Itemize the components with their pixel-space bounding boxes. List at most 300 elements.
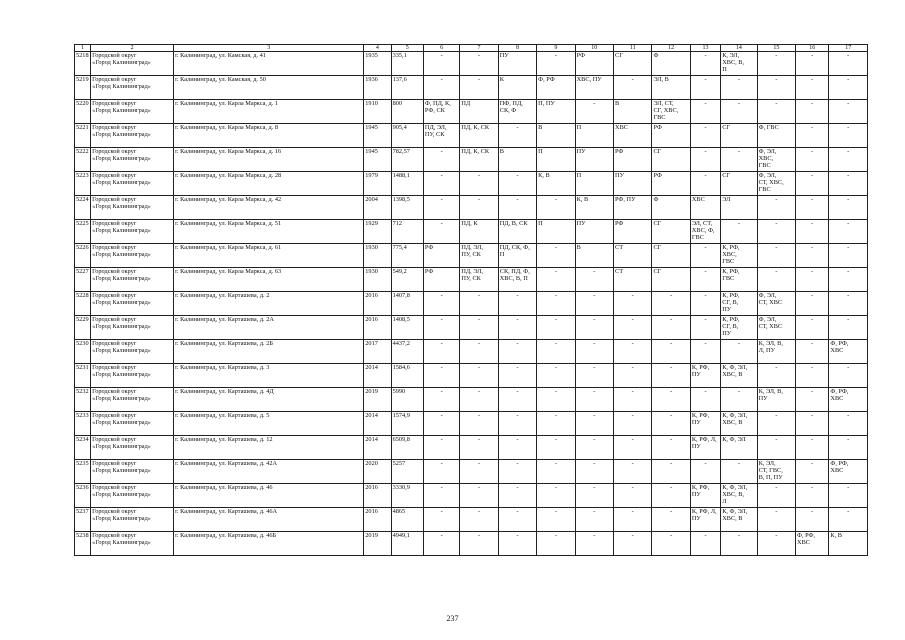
table-cell-col-2: Городской округ «Город Калининград» (91, 76, 174, 100)
table-cell-col-5: 549,2 (391, 268, 423, 292)
table-cell-col-15: Ф, ЭЛ, СТ, ХВС (757, 292, 795, 316)
table-cell-col-9: - (537, 268, 575, 292)
table-row (75, 148, 868, 172)
table-cell-col-8: К (498, 76, 536, 100)
table-cell-col-15: - (757, 508, 795, 532)
table-cell-col-1: 5234 (75, 436, 91, 460)
table-cell-col-4: 2017 (364, 340, 391, 364)
table-cell-col-12: - (652, 388, 690, 412)
table-cell-col-15: Ф, ЭЛ, ХВС, ГВС (757, 148, 795, 172)
table-cell-col-13: - (690, 124, 720, 148)
table-cell-col-5: 335,1 (391, 52, 423, 76)
table-cell-col-1: 5227 (75, 268, 91, 292)
table-cell-col-9: В (537, 124, 575, 148)
table-row (75, 220, 868, 244)
table-cell-col-6: - (423, 484, 459, 508)
table-cell-col-12: Ф (652, 196, 690, 220)
table-cell-col-8: В (498, 148, 536, 172)
table-cell-col-15: - (757, 244, 795, 268)
table-row (75, 532, 868, 556)
table-cell-col-8: - (498, 388, 536, 412)
table-cell-col-4: 1979 (364, 172, 391, 196)
table-cell-col-4: 2016 (364, 484, 391, 508)
table-cell-col-7: - (460, 364, 498, 388)
table-cell-col-17: - (829, 412, 868, 436)
table-cell-col-1: 5229 (75, 316, 91, 340)
table-cell-col-11: - (614, 532, 652, 556)
table-cell-col-16: - (796, 220, 829, 244)
table-cell-col-7: ПД (460, 100, 498, 124)
table-cell-col-4: 1930 (364, 244, 391, 268)
table-cell-col-2: Городской округ «Город Калининград» (91, 172, 174, 196)
table-cell-col-13: - (690, 100, 720, 124)
table-row (75, 316, 868, 340)
table-cell-col-15: Ф, ГВС (757, 124, 795, 148)
table-cell-col-8: ПД, СК, Ф, П (498, 244, 536, 268)
table-cell-col-16: - (796, 124, 829, 148)
table-cell-col-5: 775,4 (391, 244, 423, 268)
table-cell-col-10: П (575, 172, 613, 196)
column-number-row (75, 45, 868, 52)
table-cell-col-7: - (460, 388, 498, 412)
table-cell-col-3: г. Калининград, ул. Карташева, д. 12 (174, 436, 364, 460)
table-cell-col-10: - (575, 412, 613, 436)
table-cell-col-1: 5228 (75, 292, 91, 316)
table-cell-col-9: - (537, 436, 575, 460)
table-cell-col-4: 2016 (364, 508, 391, 532)
table-cell-col-16: - (796, 460, 829, 484)
table-cell-col-9: - (537, 316, 575, 340)
table-cell-col-5: 3330,9 (391, 484, 423, 508)
table-cell-col-13: К, РФ, ПУ (690, 364, 720, 388)
table-cell-col-11: - (614, 76, 652, 100)
table-cell-col-8: - (498, 196, 536, 220)
table-cell-col-17: Ф, РФ, ХВС (829, 460, 868, 484)
table-cell-col-5: 782,57 (391, 148, 423, 172)
table-cell-col-3: г. Калининград, ул. Карташева, д. 46А (174, 508, 364, 532)
table-cell-col-10: К, В (575, 196, 613, 220)
table-cell-col-17: - (829, 220, 868, 244)
table-cell-col-15: - (757, 436, 795, 460)
table-cell-col-10: - (575, 364, 613, 388)
table-cell-col-1: 5225 (75, 220, 91, 244)
table-cell-col-13: - (690, 388, 720, 412)
table-cell-col-12: СГ (652, 148, 690, 172)
table-cell-col-3: г. Калининград, ул. Карла Маркса, д. 42 (174, 196, 364, 220)
table-cell-col-12: СГ (652, 268, 690, 292)
table-cell-col-6: - (423, 412, 459, 436)
table-cell-col-10: - (575, 388, 613, 412)
table-cell-col-13: - (690, 148, 720, 172)
table-cell-col-6: - (423, 508, 459, 532)
table-cell-col-12: РФ (652, 172, 690, 196)
table-cell-col-14: СГ (721, 124, 757, 148)
table-cell-col-10: ПУ (575, 220, 613, 244)
table-cell-col-17: - (829, 484, 868, 508)
table-cell-col-7: - (460, 292, 498, 316)
table-cell-col-14: К, РФ, СГ, В, ПУ (721, 316, 757, 340)
table-cell-col-3: г. Калининград, ул. Карташева, д. 2 (174, 292, 364, 316)
table-cell-col-2: Городской округ «Город Калининград» (91, 364, 174, 388)
table-cell-col-7: - (460, 76, 498, 100)
table-cell-col-17: - (829, 124, 868, 148)
table-cell-col-1: 5238 (75, 532, 91, 556)
table-cell-col-5: 905,4 (391, 124, 423, 148)
table-cell-col-8: - (498, 532, 536, 556)
table-cell-col-2: Городской округ «Город Калининград» (91, 412, 174, 436)
table-cell-col-4: 1945 (364, 148, 391, 172)
table-cell-col-9: - (537, 388, 575, 412)
table-cell-col-8: ПД, В, СК (498, 220, 536, 244)
table-row (75, 196, 868, 220)
table-cell-col-11: РФ (614, 220, 652, 244)
table-cell-col-17: - (829, 76, 868, 100)
table-cell-col-13: К, РФ, ПУ (690, 412, 720, 436)
table-cell-col-14: - (721, 532, 757, 556)
table-cell-col-9: - (537, 244, 575, 268)
table-cell-col-2: Городской округ «Город Калининград» (91, 292, 174, 316)
table-cell-col-3: г. Калининград, ул. Карташева, д. 4Д (174, 388, 364, 412)
table-cell-col-15: - (757, 268, 795, 292)
table-cell-col-16: - (796, 148, 829, 172)
table-cell-col-3: г. Калининград, ул. Карла Маркса, д. 8 (174, 124, 364, 148)
table-cell-col-14: К, Ф, ЭЛ, ХВС, В (721, 508, 757, 532)
table-cell-col-4: 2019 (364, 388, 391, 412)
table-cell-col-4: 2016 (364, 292, 391, 316)
table-cell-col-7: - (460, 412, 498, 436)
table-cell-col-1: 5218 (75, 52, 91, 76)
table-cell-col-5: 6509,8 (391, 436, 423, 460)
table-cell-col-5: 1574,9 (391, 412, 423, 436)
column-number-4: 4 (364, 45, 391, 52)
table-cell-col-13: - (690, 268, 720, 292)
table-cell-col-6: РФ (423, 268, 459, 292)
table-cell-col-9: - (537, 484, 575, 508)
table-cell-col-5: 1398,5 (391, 196, 423, 220)
column-number-7: 7 (460, 45, 498, 52)
table-cell-col-17: - (829, 508, 868, 532)
table-cell-col-15: К, ЭЛ, В, ПУ (757, 388, 795, 412)
table-cell-col-4: 1929 (364, 220, 391, 244)
table-cell-col-14: - (721, 340, 757, 364)
table-cell-col-15: - (757, 52, 795, 76)
table-cell-col-8: - (498, 340, 536, 364)
table-cell-col-7: ПД, К, СК (460, 124, 498, 148)
column-number-17: 17 (829, 45, 868, 52)
table-cell-col-6: - (423, 364, 459, 388)
table-cell-col-8: - (498, 484, 536, 508)
table-cell-col-10: ХВС, ПУ (575, 76, 613, 100)
table-cell-col-14: К, РФ, СГ, В, ПУ (721, 292, 757, 316)
column-number-8: 8 (498, 45, 536, 52)
table-cell-col-9: - (537, 52, 575, 76)
table-row (75, 100, 868, 124)
table-cell-col-6: - (423, 76, 459, 100)
table-cell-col-15: - (757, 100, 795, 124)
table-cell-col-14: - (721, 100, 757, 124)
table-cell-col-12: - (652, 316, 690, 340)
table-cell-col-13: - (690, 52, 720, 76)
table-cell-col-14: К, Ф, ЭЛ, ХВС, В (721, 412, 757, 436)
table-cell-col-15: Ф, ЭЛ, СТ, ХВС (757, 316, 795, 340)
table-cell-col-6: - (423, 196, 459, 220)
table-cell-col-10: - (575, 532, 613, 556)
table-cell-col-3: г. Калининград, ул. Карла Маркса, д. 63 (174, 268, 364, 292)
table-cell-col-12: Ф (652, 52, 690, 76)
table-cell-col-11: - (614, 388, 652, 412)
table-cell-col-15: - (757, 364, 795, 388)
table-cell-col-14: К, РФ, ХВС, ГВС (721, 244, 757, 268)
table-cell-col-9: - (537, 412, 575, 436)
table-cell-col-3: г. Калининград, ул. Карташева, д. 3 (174, 364, 364, 388)
table-cell-col-3: г. Калининград, ул. Камская, д. 41 (174, 52, 364, 76)
table-cell-col-11: - (614, 436, 652, 460)
table-cell-col-12: - (652, 412, 690, 436)
table-cell-col-11: ПУ (614, 172, 652, 196)
table-cell-col-6: - (423, 292, 459, 316)
table-cell-col-6: - (423, 388, 459, 412)
table-cell-col-6: - (423, 172, 459, 196)
table-row (75, 244, 868, 268)
table-cell-col-2: Городской округ «Город Калининград» (91, 340, 174, 364)
column-number-9: 9 (537, 45, 575, 52)
table-cell-col-9: - (537, 460, 575, 484)
table-cell-col-14: - (721, 220, 757, 244)
table-cell-col-8: - (498, 364, 536, 388)
table-cell-col-17: - (829, 100, 868, 124)
table-cell-col-17: - (829, 244, 868, 268)
column-number-14: 14 (721, 45, 757, 52)
table-cell-col-5: 712 (391, 220, 423, 244)
table-cell-col-17: К, В (829, 532, 868, 556)
table-cell-col-7: - (460, 460, 498, 484)
table-cell-col-16: - (796, 244, 829, 268)
table-cell-col-1: 5237 (75, 508, 91, 532)
table-cell-col-15: - (757, 196, 795, 220)
table-cell-col-3: г. Калининград, ул. Карташева, д. 42А (174, 460, 364, 484)
table-cell-col-2: Городской округ «Город Калининград» (91, 316, 174, 340)
table-cell-col-16: - (796, 292, 829, 316)
table-cell-col-17: - (829, 268, 868, 292)
table-cell-col-10: - (575, 508, 613, 532)
table-cell-col-1: 5220 (75, 100, 91, 124)
table-cell-col-2: Городской округ «Город Калининград» (91, 484, 174, 508)
table-cell-col-2: Городской округ «Город Калининград» (91, 436, 174, 460)
table-cell-col-12: ЭЛ, В (652, 76, 690, 100)
column-number-3: 3 (174, 45, 364, 52)
table-cell-col-14: СГ (721, 172, 757, 196)
table-cell-col-15: К, ЭЛ, СТ, ГВС, В, П, ПУ (757, 460, 795, 484)
table-cell-col-14: - (721, 460, 757, 484)
table-cell-col-10: - (575, 484, 613, 508)
table-cell-col-12: - (652, 292, 690, 316)
table-row (75, 460, 868, 484)
table-cell-col-10: В (575, 244, 613, 268)
table-cell-col-14: ЭЛ (721, 196, 757, 220)
table-row (75, 268, 868, 292)
table-cell-col-11: - (614, 460, 652, 484)
table-cell-col-9: - (537, 532, 575, 556)
table-cell-col-2: Городской округ «Город Калининград» (91, 388, 174, 412)
table-cell-col-6: - (423, 316, 459, 340)
table-cell-col-10: - (575, 340, 613, 364)
table-cell-col-7: - (460, 52, 498, 76)
table-cell-col-13: - (690, 460, 720, 484)
housing-register-table (74, 44, 868, 556)
table-cell-col-13: - (690, 76, 720, 100)
table-cell-col-2: Городской округ «Город Калининград» (91, 148, 174, 172)
table-cell-col-5: 1488,1 (391, 172, 423, 196)
table-cell-col-11: - (614, 508, 652, 532)
table-cell-col-4: 1910 (364, 100, 391, 124)
table-cell-col-8: СК, ПД, Ф, ХВС, В, П (498, 268, 536, 292)
table-cell-col-2: Городской округ «Город Калининград» (91, 196, 174, 220)
table-cell-col-5: 137,6 (391, 76, 423, 100)
table-cell-col-12: - (652, 460, 690, 484)
table-cell-col-15: - (757, 76, 795, 100)
table-cell-col-1: 5231 (75, 364, 91, 388)
column-number-5: 5 (391, 45, 423, 52)
table-cell-col-14: К, Ф, ЭЛ, ХВС, В, Л (721, 484, 757, 508)
table-cell-col-16: - (796, 172, 829, 196)
table-row (75, 388, 868, 412)
table-cell-col-13: - (690, 292, 720, 316)
table-cell-col-1: 5236 (75, 484, 91, 508)
table-cell-col-2: Городской округ «Город Калининград» (91, 220, 174, 244)
table-cell-col-16: - (796, 364, 829, 388)
table-cell-col-8: - (498, 172, 536, 196)
table-cell-col-12: - (652, 436, 690, 460)
table-cell-col-11: РФ, ПУ (614, 196, 652, 220)
table-cell-col-11: - (614, 484, 652, 508)
table-cell-col-16: - (796, 100, 829, 124)
column-number-2: 2 (91, 45, 174, 52)
table-cell-col-4: 1930 (364, 268, 391, 292)
table-cell-col-1: 5222 (75, 148, 91, 172)
table-cell-col-16: - (796, 412, 829, 436)
table-cell-col-11: - (614, 292, 652, 316)
table-cell-col-11: В (614, 100, 652, 124)
table-cell-col-7: - (460, 508, 498, 532)
table-cell-col-11: - (614, 364, 652, 388)
table-cell-col-16: - (796, 196, 829, 220)
table-cell-col-12: СГ (652, 244, 690, 268)
table-cell-col-14: К, ЭЛ, ХВС, В, П (721, 52, 757, 76)
table-row (75, 292, 868, 316)
table-cell-col-8: ПУ (498, 52, 536, 76)
table-cell-col-4: 2014 (364, 436, 391, 460)
table-cell-col-1: 5230 (75, 340, 91, 364)
table-cell-col-12: ЭЛ, СТ, СГ, ХВС, ГВС (652, 100, 690, 124)
table-cell-col-6: - (423, 148, 459, 172)
table-cell-col-4: 2016 (364, 316, 391, 340)
table-cell-col-2: Городской округ «Город Калининград» (91, 100, 174, 124)
table-cell-col-8: - (498, 124, 536, 148)
table-cell-col-5: 4949,1 (391, 532, 423, 556)
table-cell-col-2: Городской округ «Город Калининград» (91, 508, 174, 532)
table-cell-col-16: Ф, РФ, ХВС (796, 532, 829, 556)
table-cell-col-10: П (575, 124, 613, 148)
table-cell-col-14: - (721, 76, 757, 100)
table-cell-col-17: - (829, 292, 868, 316)
table-cell-col-3: г. Калининград, ул. Камская, д. 50 (174, 76, 364, 100)
table-cell-col-6: - (423, 340, 459, 364)
table-cell-col-7: - (460, 316, 498, 340)
table-cell-col-6: - (423, 532, 459, 556)
table-cell-col-10: - (575, 316, 613, 340)
table-cell-col-13: - (690, 532, 720, 556)
table-cell-col-10: - (575, 100, 613, 124)
table-cell-col-9: Ф, РФ (537, 76, 575, 100)
table-cell-col-17: Ф, РФ, ХВС (829, 388, 868, 412)
table-cell-col-5: 5257 (391, 460, 423, 484)
table-cell-col-5: 1408,5 (391, 316, 423, 340)
table-cell-col-13: - (690, 244, 720, 268)
table-cell-col-15: Ф, ЭЛ, СТ, ХВС, ГВС (757, 172, 795, 196)
table-cell-col-8: - (498, 292, 536, 316)
table-cell-col-3: г. Калининград, ул. Карташева, д. 5 (174, 412, 364, 436)
table-cell-col-3: г. Калининград, ул. Карла Маркса, д. 16 (174, 148, 364, 172)
table-cell-col-3: г. Калининград, ул. Карташева, д. 46 (174, 484, 364, 508)
table-cell-col-17: - (829, 436, 868, 460)
table-cell-col-1: 5233 (75, 412, 91, 436)
table-cell-col-15: - (757, 484, 795, 508)
table-cell-col-15: К, ЭЛ, В, Л, ПУ (757, 340, 795, 364)
table-cell-col-10: РФ (575, 52, 613, 76)
table-cell-col-17: - (829, 364, 868, 388)
table-cell-col-6: - (423, 52, 459, 76)
table-cell-col-17: - (829, 316, 868, 340)
table-cell-col-3: г. Калининград, ул. Карташева, д. 2Б (174, 340, 364, 364)
table-cell-col-16: - (796, 268, 829, 292)
table-cell-col-16: - (796, 52, 829, 76)
table-cell-col-10: - (575, 460, 613, 484)
table-cell-col-8: - (498, 316, 536, 340)
table-cell-col-8: - (498, 412, 536, 436)
table-cell-col-2: Городской округ «Город Калининград» (91, 52, 174, 76)
table-cell-col-1: 5221 (75, 124, 91, 148)
table-cell-col-16: - (796, 436, 829, 460)
table-cell-col-17: - (829, 196, 868, 220)
table-cell-col-16: - (796, 508, 829, 532)
table-cell-col-7: - (460, 196, 498, 220)
table-cell-col-7: - (460, 484, 498, 508)
table-cell-col-2: Городской округ «Город Калининград» (91, 268, 174, 292)
table-cell-col-6: - (423, 220, 459, 244)
table-cell-col-2: Городской округ «Город Калининград» (91, 532, 174, 556)
table-cell-col-6: РФ (423, 244, 459, 268)
table-cell-col-3: г. Калининград, ул. Карла Маркса, д. 51 (174, 220, 364, 244)
table-cell-col-7: ПД, К, СК (460, 148, 498, 172)
table-cell-col-7: - (460, 172, 498, 196)
table-cell-col-5: 4437,2 (391, 340, 423, 364)
table-cell-col-3: г. Калининград, ул. Карла Маркса, д. 61 (174, 244, 364, 268)
table-cell-col-2: Городской округ «Город Калининград» (91, 124, 174, 148)
table-cell-col-1: 5224 (75, 196, 91, 220)
page-number: 237 (446, 614, 459, 623)
table-cell-col-9: - (537, 364, 575, 388)
table-cell-col-4: 2004 (364, 196, 391, 220)
table-cell-col-7: ПД, ЭЛ, ПУ, СК (460, 268, 498, 292)
table-cell-col-3: г. Калининград, ул. Карташева, д. 46Б (174, 532, 364, 556)
table-cell-col-10: - (575, 292, 613, 316)
table-cell-col-13: - (690, 340, 720, 364)
table-cell-col-10: - (575, 436, 613, 460)
table-cell-col-5: 4865 (391, 508, 423, 532)
table-cell-col-8: ПФ, ПД, СК, Ф (498, 100, 536, 124)
table-cell-col-6: - (423, 436, 459, 460)
table-cell-col-5: 800 (391, 100, 423, 124)
